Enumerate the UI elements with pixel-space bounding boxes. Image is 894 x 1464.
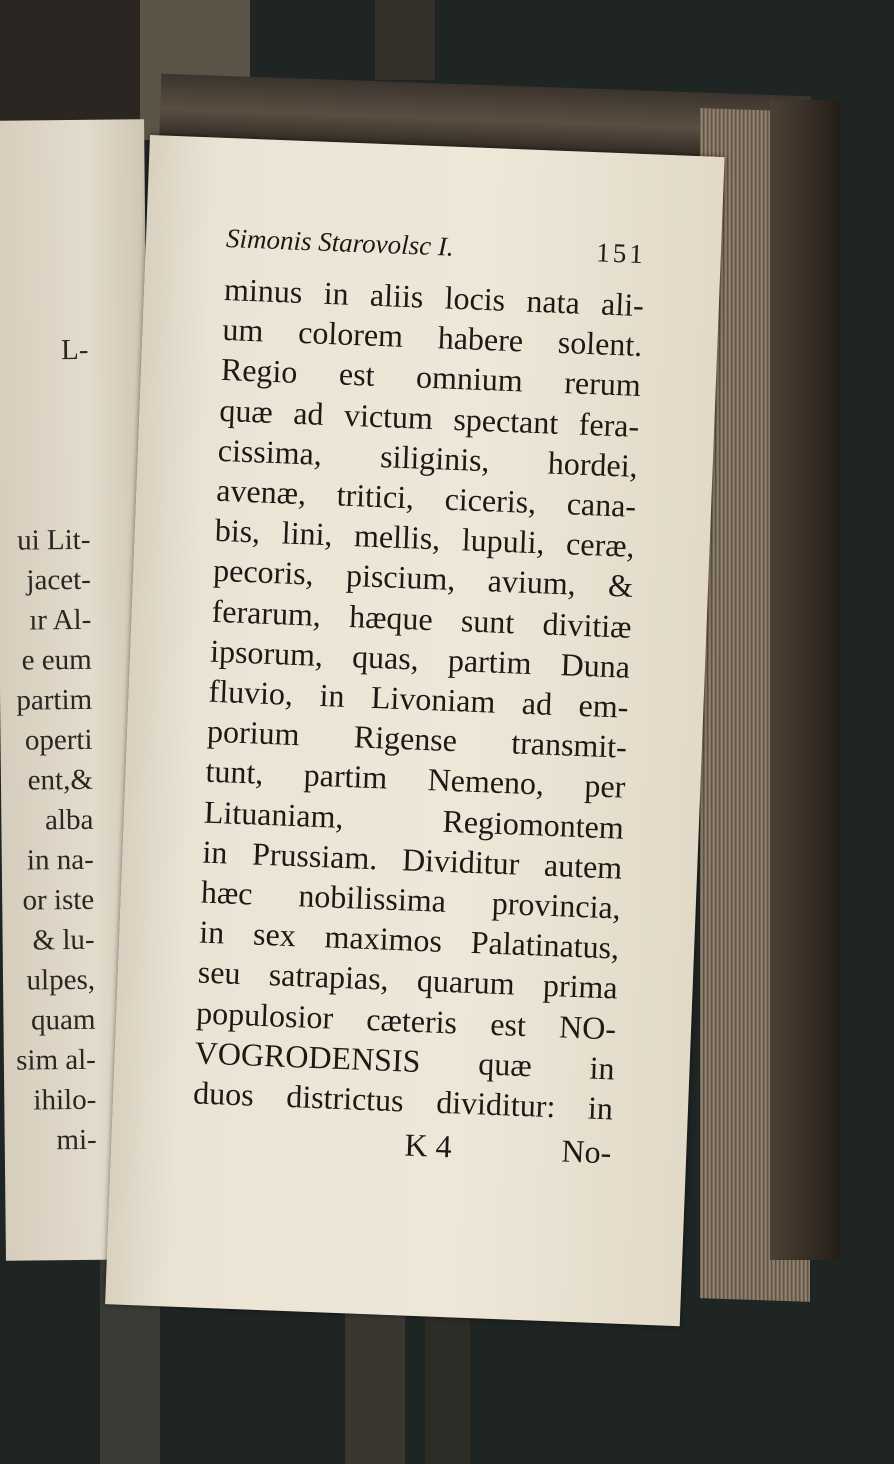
text-line: ipsorum, quas, partim Duna: [209, 632, 631, 685]
text-line: in sex maximos Palatinatus,: [198, 913, 620, 966]
book-cover: [770, 100, 840, 1260]
left-text-fragment: quam: [30, 1003, 96, 1037]
left-text-fragment: ent,&: [27, 763, 94, 797]
left-text-fragment: mi-: [56, 1123, 97, 1157]
left-text-fragment: & lu-: [32, 923, 95, 957]
signature-mark: K 4: [403, 1126, 453, 1165]
text-line: ferarum, hæque sunt divitiæ: [211, 592, 633, 645]
left-text-fragment: ır Al-: [29, 603, 92, 637]
left-text-fragment: or iste: [22, 883, 95, 917]
text-line: porium Rigense transmit-: [206, 712, 628, 765]
text-line: in Prussiam. Dividitur autem: [201, 833, 623, 886]
text-line: avenæ, tritici, ciceris, cana-: [215, 471, 637, 524]
text-line: pecoris, piscium, avium, &: [212, 552, 634, 605]
left-text-fragment: ihilo-: [33, 1083, 97, 1117]
catchword: No-: [560, 1132, 612, 1171]
text-line: um colorem habere solent.: [221, 311, 643, 364]
text-line: minus in aliis locis nata ali-: [223, 270, 645, 324]
right-page: [105, 135, 724, 1326]
text-line: Lituaniam, Regiomontem: [203, 793, 625, 846]
page-number: 151: [595, 237, 647, 270]
text-line: hæc nobilissima provincia,: [200, 873, 622, 926]
left-text-fragment: partim: [16, 683, 93, 717]
page-text: [191, 223, 647, 1175]
left-text-fragment: in na-: [26, 843, 94, 877]
text-line: quæ ad victum spectant fera-: [218, 391, 640, 444]
text-line: cissima, siliginis, hordei,: [217, 431, 639, 484]
text-line: populosior cæteris est NO-: [195, 994, 617, 1047]
text-line: VOGRODENSIS quæ in: [194, 1034, 616, 1087]
left-text-fragment: ulpes,: [26, 963, 96, 997]
running-head-title: Simonis Starovolsc I.: [225, 223, 455, 262]
left-text-fragment: jacet-: [26, 563, 92, 597]
text-line: seu satrapias, quarum prima: [197, 953, 619, 1007]
text-line: bis, lini, mellis, lupuli, ceræ,: [214, 512, 636, 565]
left-text-fragment: operti: [24, 723, 93, 757]
left-text-fragment: alba: [44, 803, 94, 837]
text-line: duos districtus dividitur: in: [192, 1074, 614, 1127]
left-text-fragment: L-: [60, 333, 89, 367]
text-body: [193, 269, 645, 1129]
text-line: tunt, partim Nemeno, per: [204, 753, 627, 806]
text-line: fluvio, in Livoniam ad em-: [208, 672, 630, 725]
left-text-fragment: ui Lit-: [16, 523, 91, 557]
text-line: Regio est omnium rerum: [220, 351, 642, 404]
left-text-fragment: sim al-: [15, 1043, 97, 1077]
left-text-fragment: e eum: [21, 643, 92, 677]
